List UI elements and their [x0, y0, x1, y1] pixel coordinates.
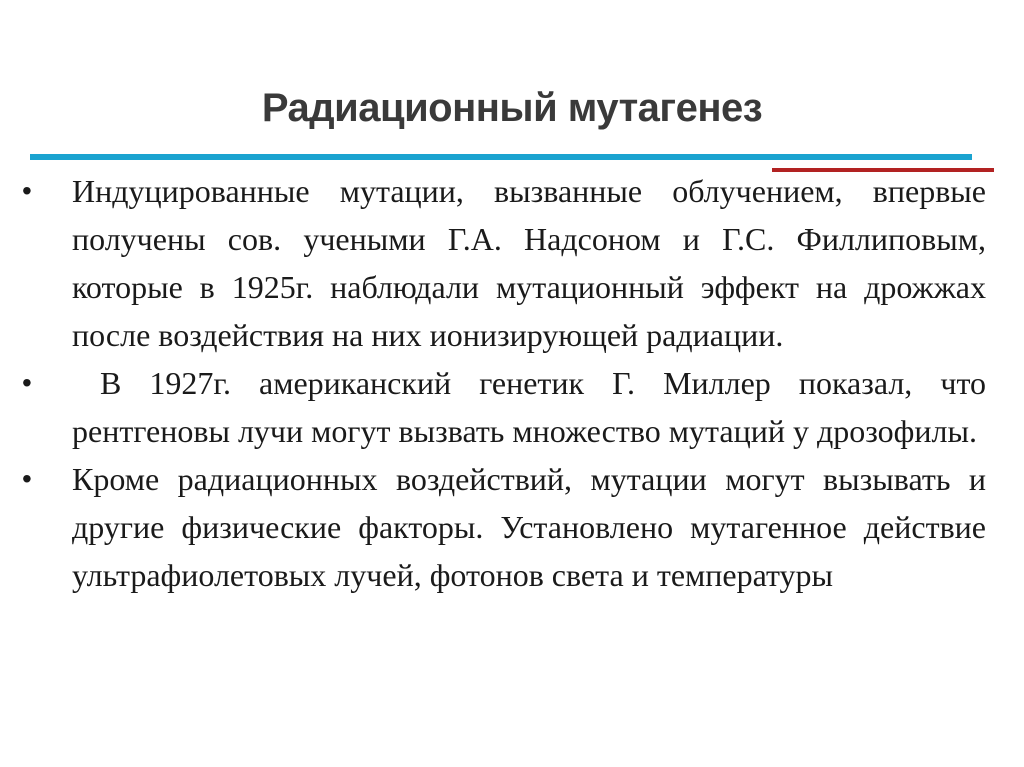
bullet-list: [22, 167, 995, 599]
bullet-item-3: [22, 455, 986, 599]
bullet-item-1: [22, 167, 986, 359]
title-underline-blue: [30, 154, 972, 160]
bullet-marker: •: [22, 367, 32, 398]
slide-title: Радиационный мутагенез: [261, 86, 763, 130]
bullet-text: Индуцированные мутации, вызванные облучением, впервые получены сов. учеными Г.А. Надсоном и Г.С. Филлиповым, которые в 1925г. наблюдали мутационный эффект на дрожжах после воздействия на них ионизирующей радиации.: [72, 173, 986, 353]
bullet-text: Кроме радиационных воздействий, мутации могут вызывать и другие физические факторы. Установлено мутагенное действие ультрафиолетовых лучей, фотонов света и температуры: [72, 461, 986, 593]
bullet-text: В 1927г. американский генетик Г. Миллер показал, что рентгеновы лучи могут вызвать множество мутаций у дрозофилы.: [72, 365, 995, 449]
bullet-marker: •: [22, 463, 32, 494]
bullet-marker: •: [22, 175, 32, 206]
bullet-item-2: [22, 359, 995, 455]
